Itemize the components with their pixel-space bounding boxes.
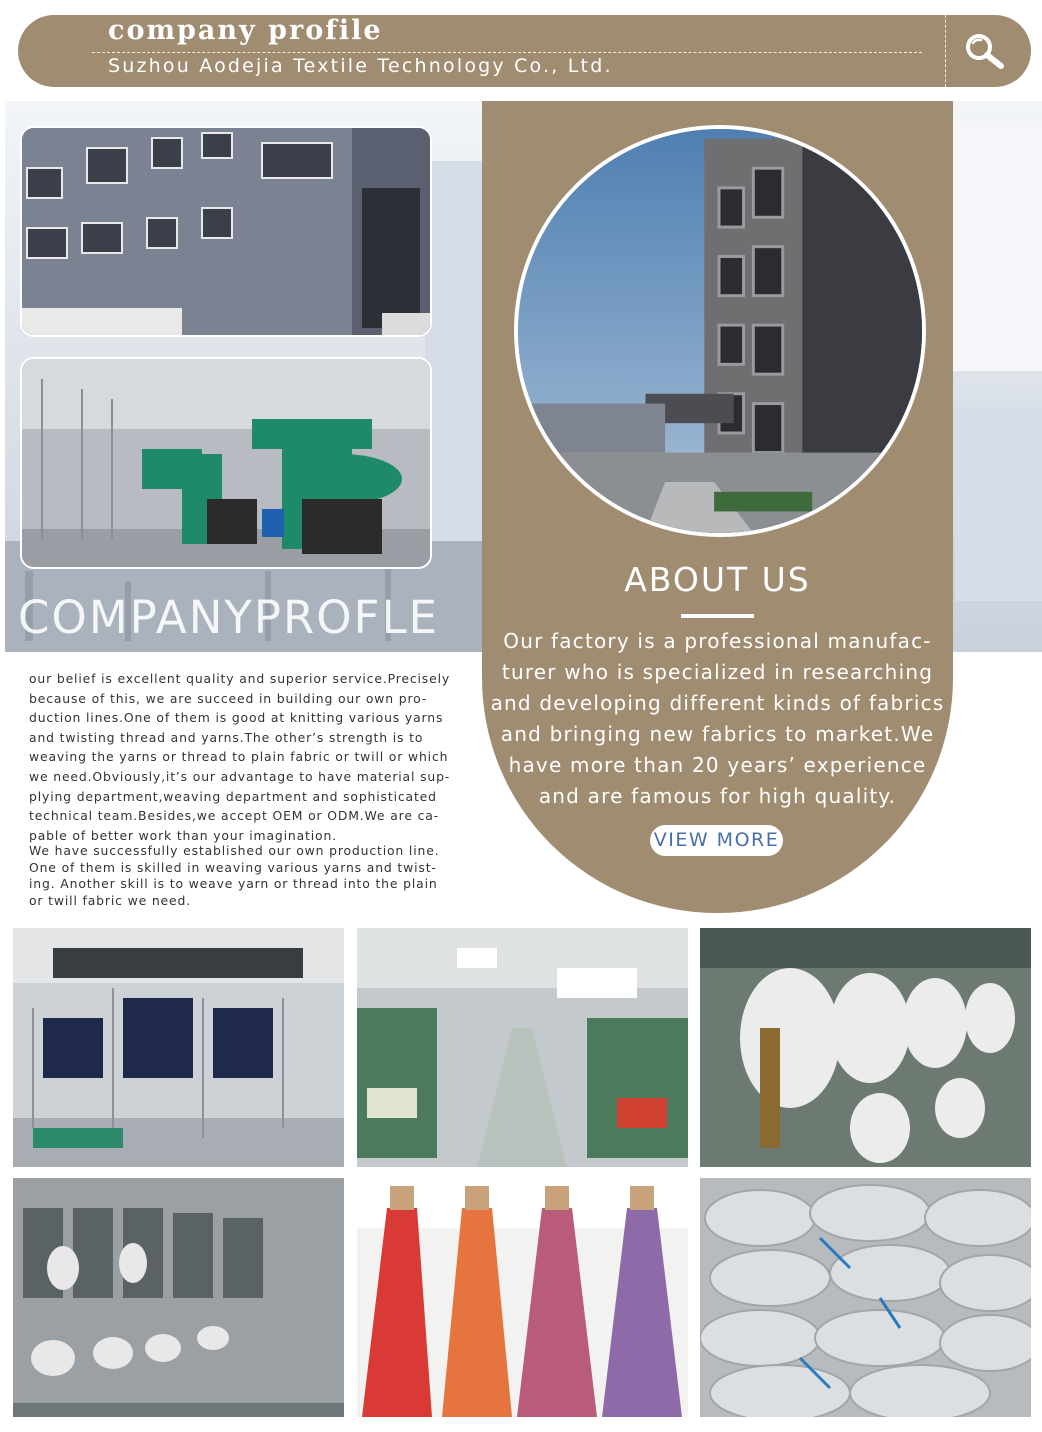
page-title: company profile	[108, 15, 383, 46]
company-name: Suzhou Aodejia Textile Technology Co., Ltd.	[108, 55, 613, 77]
description-line: and twisting thread and yarns.The other’s strength is to	[29, 729, 424, 745]
hero-watermark-text: COMPANYPROFLE	[18, 591, 440, 644]
description-line: we need.Obviously,it’s our advantage to have material sup-	[29, 768, 451, 784]
company-description	[29, 669, 481, 845]
description-line: pable of better work than your imagination.	[29, 827, 337, 843]
description-line: One of them is skilled in weaving various yarns and twist-	[29, 859, 437, 875]
gallery-yarn-rolls-photo	[700, 928, 1031, 1167]
header-dashed-line	[92, 52, 922, 53]
description-line: duction lines.One of them is good at knitting various yarns	[29, 710, 444, 726]
description-line: technical team.Besides,we accept OEM or ODM.We are ca-	[29, 808, 440, 824]
header-divider	[945, 15, 946, 87]
knitting-machines-photo	[20, 357, 432, 569]
description-line: We have successfully established our own production line.	[29, 843, 440, 858]
search-icon[interactable]	[960, 30, 1008, 72]
description-line: plying department,weaving department and sophisticated	[29, 788, 437, 804]
gallery-yarn-cones-photo	[357, 1178, 688, 1417]
about-line: have more than 20 years’ experience	[508, 753, 927, 777]
gallery-twisting-machines-photo	[13, 1178, 344, 1417]
gallery-creel-racks-photo	[13, 928, 344, 1167]
about-title: ABOUT US	[624, 560, 811, 599]
description-line: or twill fabric we need.	[29, 892, 191, 908]
about-underline	[681, 614, 754, 618]
factory-exterior-photo	[20, 126, 432, 337]
about-line: and are famous for high quality.	[538, 784, 897, 808]
about-line: and bringing new fabrics to market.We	[500, 722, 935, 746]
gallery-packed-goods-photo	[700, 1178, 1031, 1417]
description-line: ing. Another skill is to weave yarn or thread into the plain	[29, 876, 438, 892]
description-line: our belief is excellent quality and superior service.Precisely	[29, 671, 451, 686]
view-more-button[interactable]: VIEW MORE	[650, 825, 783, 856]
about-line: and developing different kinds of fabrics	[490, 691, 945, 715]
about-line: Our factory is a professional manufac-	[503, 629, 932, 653]
gallery-weaving-looms-photo	[357, 928, 688, 1167]
production-line-description	[29, 843, 481, 909]
office-building-photo	[514, 125, 926, 537]
about-description	[484, 626, 951, 812]
description-line: because of this, we are succeed in building our own pro-	[29, 690, 428, 706]
about-line: turer who is specialized in researching	[501, 660, 934, 684]
description-line: weaving the yarns or thread to plain fabric or twill or which	[29, 749, 449, 765]
